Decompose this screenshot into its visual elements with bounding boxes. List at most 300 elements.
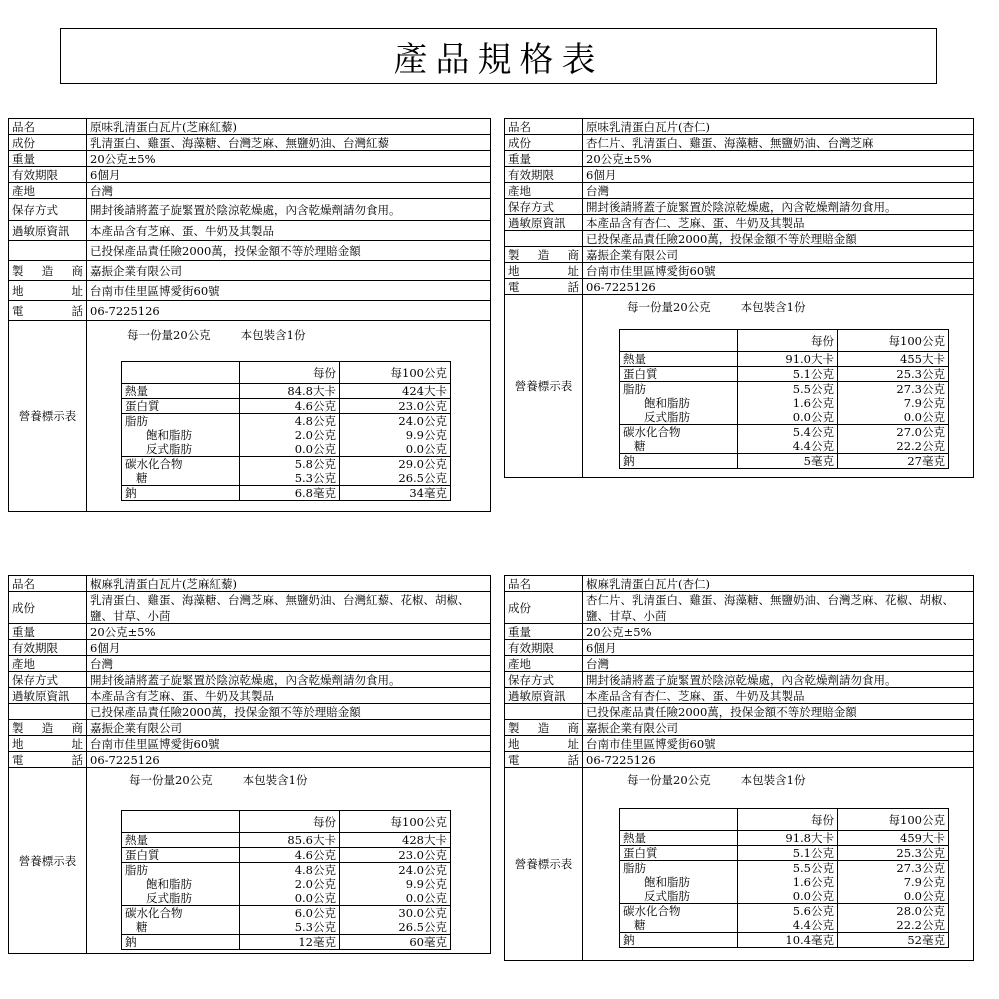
phone-row bbox=[9, 301, 490, 321]
phone-value: 06-7225126 bbox=[90, 752, 160, 767]
nutrition-row-item bbox=[122, 486, 451, 501]
nutrient-per-serving: 5.5公克 bbox=[738, 382, 838, 397]
weight-value: 20公克±5% bbox=[586, 624, 652, 639]
nutrition-row-item bbox=[620, 425, 949, 440]
product-spec-panel bbox=[8, 118, 491, 512]
nutrient-per-100g: 7.9公克 bbox=[838, 875, 949, 889]
address-row bbox=[9, 736, 490, 752]
weight-label: 重量 bbox=[9, 624, 87, 639]
nutrient-name: 鈉 bbox=[122, 486, 240, 501]
allergen-value: 本產品含有杏仁、芝麻、蛋、牛奶及其製品 bbox=[586, 215, 805, 230]
nutrient-header-blank bbox=[620, 809, 738, 831]
nutrition-row-item bbox=[620, 396, 949, 410]
nutrition-label: 營養標示表 bbox=[505, 768, 583, 960]
storage-value: 開封後請將蓋子旋緊置於陰涼乾燥處，內含乾燥劑請勿食用。 bbox=[90, 672, 401, 687]
allergen-row bbox=[9, 688, 490, 704]
storage-row bbox=[505, 672, 973, 688]
nutrition-row bbox=[9, 321, 490, 511]
shelf-label: 有效期限 bbox=[9, 167, 87, 182]
col-per-100g: 每100公克 bbox=[340, 362, 451, 384]
storage-label: 保存方式 bbox=[505, 199, 583, 214]
nutrient-name: 蛋白質 bbox=[620, 846, 738, 861]
serving-size: 每一份量20公克 bbox=[627, 300, 711, 314]
nutrition-area bbox=[583, 295, 973, 477]
storage-label: 保存方式 bbox=[9, 672, 87, 687]
nutrition-area bbox=[87, 768, 490, 953]
nutrient-header-blank bbox=[620, 330, 738, 352]
allergen-value: 本產品含有芝麻、蛋、牛奶及其製品 bbox=[90, 223, 274, 238]
storage-row bbox=[505, 199, 973, 215]
nutrition-label: 營養標示表 bbox=[505, 295, 583, 477]
insurance-row bbox=[9, 704, 490, 720]
product-spec-panel bbox=[8, 575, 491, 954]
nutrient-per-serving: 91.8大卡 bbox=[738, 831, 838, 846]
ingredients-value: 杏仁片、乳清蛋白、雞蛋、海藻糖、無鹽奶油、台灣芝麻、花椒、胡椒、鹽、甘草、小茴 bbox=[586, 592, 954, 623]
nutrient-per-serving: 6.8毫克 bbox=[240, 486, 340, 501]
address-value: 台南市佳里區博愛街60號 bbox=[586, 736, 716, 751]
nutrition-row-item bbox=[122, 877, 451, 891]
blank-label bbox=[505, 231, 583, 246]
nutrient-per-serving: 4.4公克 bbox=[738, 439, 838, 454]
shelf-life-value: 6個月 bbox=[90, 167, 121, 182]
nutrition-row-item bbox=[122, 384, 451, 399]
nutrient-name: 飽和脂肪 bbox=[620, 396, 738, 410]
blank-label bbox=[9, 241, 87, 260]
nutrient-per-100g: 25.3公克 bbox=[838, 367, 949, 382]
servings-per-pack: 本包裝含1份 bbox=[240, 328, 306, 342]
nutrient-per-serving: 5.1公克 bbox=[738, 367, 838, 382]
shelf-label: 有效期限 bbox=[505, 167, 583, 182]
insurance-row bbox=[505, 704, 973, 720]
nutrient-per-100g: 29.0公克 bbox=[340, 457, 451, 472]
ingredients-label: 成份 bbox=[9, 135, 87, 150]
nutrient-name: 反式脂肪 bbox=[122, 891, 240, 906]
weight-value: 20公克±5% bbox=[90, 151, 156, 166]
maker-row bbox=[505, 720, 973, 736]
phone-row bbox=[505, 752, 973, 768]
allergen-label: 過敏原資訊 bbox=[505, 215, 583, 230]
ingredients-row bbox=[9, 592, 490, 624]
nutrient-name: 反式脂肪 bbox=[620, 410, 738, 425]
phone-label: 電 話 bbox=[9, 752, 87, 767]
nutrition-table bbox=[619, 808, 949, 948]
nutrient-per-serving: 4.8公克 bbox=[240, 863, 340, 878]
nutrient-per-100g: 23.0公克 bbox=[340, 399, 451, 414]
maker-value: 嘉振企業有限公司 bbox=[90, 263, 182, 278]
nutrition-row-item bbox=[620, 367, 949, 382]
nutrition-row-item bbox=[620, 352, 949, 367]
origin-row bbox=[505, 656, 973, 672]
address-label: 地 址 bbox=[505, 263, 583, 278]
nutrient-per-100g: 0.0公克 bbox=[340, 891, 451, 906]
nutrition-label: 營養標示表 bbox=[9, 321, 87, 511]
nutrient-per-100g: 9.9公克 bbox=[340, 428, 451, 442]
nutrient-per-serving: 0.0公克 bbox=[240, 891, 340, 906]
nutrient-name: 飽和脂肪 bbox=[122, 428, 240, 442]
origin-row bbox=[9, 183, 490, 199]
nutrition-row bbox=[9, 768, 490, 953]
nutrient-per-serving: 5.3公克 bbox=[240, 920, 340, 935]
nutrient-name: 脂肪 bbox=[620, 861, 738, 876]
phone-value: 06-7225126 bbox=[586, 279, 656, 294]
allergen-value: 本產品含有芝麻、蛋、牛奶及其製品 bbox=[90, 688, 274, 703]
ingredients-label: 成份 bbox=[505, 135, 583, 150]
ingredients-value: 杏仁片、乳清蛋白、雞蛋、海藻糖、無鹽奶油、台灣芝麻 bbox=[586, 135, 874, 150]
nutrient-per-serving: 4.6公克 bbox=[240, 399, 340, 414]
address-value: 台南市佳里區博愛街60號 bbox=[586, 263, 716, 278]
nutrient-per-100g: 27.3公克 bbox=[838, 861, 949, 876]
nutrient-per-serving: 5.4公克 bbox=[738, 425, 838, 440]
phone-value: 06-7225126 bbox=[586, 752, 656, 767]
maker-label: 製 造 商 bbox=[505, 720, 583, 735]
phone-row bbox=[505, 279, 973, 295]
col-per-100g: 每100公克 bbox=[838, 330, 949, 352]
insurance-row bbox=[505, 231, 973, 247]
weight-row bbox=[505, 151, 973, 167]
address-row bbox=[505, 736, 973, 752]
nutrition-header-row bbox=[122, 362, 451, 384]
servings-per-pack: 本包裝含1份 bbox=[242, 773, 308, 787]
nutrition-header-row bbox=[122, 811, 451, 833]
nutrient-per-serving: 4.8公克 bbox=[240, 414, 340, 429]
origin-value: 台灣 bbox=[586, 183, 609, 198]
address-value: 台南市佳里區博愛街60號 bbox=[90, 283, 220, 298]
nutrition-label: 營養標示表 bbox=[9, 768, 87, 953]
nutrient-name: 熱量 bbox=[620, 352, 738, 367]
nutrient-name: 糖 bbox=[620, 439, 738, 454]
nutrient-per-100g: 23.0公克 bbox=[340, 848, 451, 863]
nutrient-per-serving: 4.4公克 bbox=[738, 918, 838, 933]
nutrition-row bbox=[505, 768, 973, 960]
address-value: 台南市佳里區博愛街60號 bbox=[90, 736, 220, 751]
phone-value: 06-7225126 bbox=[90, 303, 160, 318]
weight-label: 重量 bbox=[505, 624, 583, 639]
serving-info bbox=[129, 772, 307, 788]
nutrition-row-item bbox=[620, 889, 949, 904]
nutrient-per-100g: 27毫克 bbox=[838, 454, 949, 469]
nutrient-per-serving: 5.8公克 bbox=[240, 457, 340, 472]
ingredients-label: 成份 bbox=[505, 592, 583, 623]
nutrition-row-item bbox=[620, 454, 949, 469]
shelf-life-row bbox=[505, 167, 973, 183]
nutrition-row-item bbox=[122, 935, 451, 950]
blank-label bbox=[505, 704, 583, 719]
storage-value: 開封後請將蓋子旋緊置於陰涼乾燥處，內含乾燥劑請勿食用。 bbox=[586, 672, 897, 687]
nutrient-per-100g: 424大卡 bbox=[340, 384, 451, 399]
name-label: 品名 bbox=[9, 576, 87, 591]
nutrition-table bbox=[121, 361, 451, 501]
ingredients-value: 乳清蛋白、雞蛋、海藻糖、台灣芝麻、無鹽奶油、台灣紅藜 bbox=[90, 135, 389, 150]
shelf-life-value: 6個月 bbox=[586, 167, 617, 182]
phone-label: 電 話 bbox=[505, 279, 583, 294]
weight-row bbox=[9, 151, 490, 167]
page-title: 產品規格表 bbox=[60, 28, 937, 84]
insurance-value: 已投保產品責任險2000萬，投保金額不等於理賠金額 bbox=[90, 704, 361, 719]
maker-value: 嘉振企業有限公司 bbox=[586, 247, 678, 262]
origin-value: 台灣 bbox=[90, 656, 113, 671]
nutrient-name: 反式脂肪 bbox=[620, 889, 738, 904]
nutrition-row-item bbox=[122, 891, 451, 906]
serving-info bbox=[127, 327, 305, 343]
col-per-100g: 每100公克 bbox=[838, 809, 949, 831]
nutrient-per-serving: 5.5公克 bbox=[738, 861, 838, 876]
maker-value: 嘉振企業有限公司 bbox=[90, 720, 182, 735]
shelf-label: 有效期限 bbox=[9, 640, 87, 655]
nutrient-name: 糖 bbox=[122, 920, 240, 935]
nutrient-per-100g: 27.3公克 bbox=[838, 382, 949, 397]
nutrient-per-serving: 91.0大卡 bbox=[738, 352, 838, 367]
origin-label: 產地 bbox=[505, 183, 583, 198]
nutrition-row-item bbox=[620, 918, 949, 933]
ingredients-row bbox=[505, 592, 973, 624]
nutrient-name: 飽和脂肪 bbox=[620, 875, 738, 889]
maker-row bbox=[505, 247, 973, 263]
nutrition-row-item bbox=[620, 382, 949, 397]
shelf-life-row bbox=[9, 640, 490, 656]
insurance-value: 已投保產品責任險2000萬，投保金額不等於理賠金額 bbox=[586, 704, 857, 719]
nutrition-area bbox=[583, 768, 973, 960]
nutrient-name: 糖 bbox=[122, 471, 240, 486]
allergen-label: 過敏原資訊 bbox=[505, 688, 583, 703]
nutrient-per-serving: 2.0公克 bbox=[240, 877, 340, 891]
nutrient-name: 糖 bbox=[620, 918, 738, 933]
weight-row bbox=[9, 624, 490, 640]
nutrient-per-serving: 0.0公克 bbox=[240, 442, 340, 457]
origin-row bbox=[505, 183, 973, 199]
nutrient-per-100g: 455大卡 bbox=[838, 352, 949, 367]
name-value: 椒麻乳清蛋白瓦片(杏仁) bbox=[586, 576, 710, 591]
nutrient-per-100g: 24.0公克 bbox=[340, 414, 451, 429]
weight-label: 重量 bbox=[9, 151, 87, 166]
insurance-value: 已投保產品責任險2000萬，投保金額不等於理賠金額 bbox=[586, 231, 857, 246]
nutrient-per-serving: 1.6公克 bbox=[738, 875, 838, 889]
serving-size: 每一份量20公克 bbox=[627, 773, 711, 787]
name-value: 椒麻乳清蛋白瓦片(芝麻紅藜) bbox=[90, 576, 237, 591]
nutrient-name: 碳水化合物 bbox=[620, 425, 738, 440]
maker-label: 製 造 商 bbox=[9, 261, 87, 280]
servings-per-pack: 本包裝含1份 bbox=[740, 300, 806, 314]
nutrient-per-100g: 60毫克 bbox=[340, 935, 451, 950]
nutrition-header-row bbox=[620, 330, 949, 352]
origin-value: 台灣 bbox=[586, 656, 609, 671]
storage-value: 開封後請將蓋子旋緊置於陰涼乾燥處，內含乾燥劑請勿食用。 bbox=[90, 202, 401, 217]
serving-size: 每一份量20公克 bbox=[127, 328, 211, 342]
allergen-label: 過敏原資訊 bbox=[9, 221, 87, 240]
maker-label: 製 造 商 bbox=[9, 720, 87, 735]
nutrition-row-item bbox=[122, 906, 451, 921]
nutrient-name: 鈉 bbox=[620, 454, 738, 469]
nutrient-per-serving: 2.0公克 bbox=[240, 428, 340, 442]
nutrient-per-serving: 0.0公克 bbox=[738, 410, 838, 425]
nutrient-per-100g: 0.0公克 bbox=[838, 410, 949, 425]
nutrient-per-100g: 7.9公克 bbox=[838, 396, 949, 410]
storage-row bbox=[9, 672, 490, 688]
weight-value: 20公克±5% bbox=[90, 624, 156, 639]
maker-row bbox=[9, 720, 490, 736]
weight-value: 20公克±5% bbox=[586, 151, 652, 166]
nutrient-per-serving: 84.8大卡 bbox=[240, 384, 340, 399]
nutrition-row-item bbox=[122, 414, 451, 429]
nutrition-table bbox=[619, 329, 949, 469]
address-label: 地 址 bbox=[505, 736, 583, 751]
storage-label: 保存方式 bbox=[9, 199, 87, 220]
address-label: 地 址 bbox=[9, 736, 87, 751]
nutrient-per-serving: 5.3公克 bbox=[240, 471, 340, 486]
nutrient-per-serving: 12毫克 bbox=[240, 935, 340, 950]
nutrient-header-blank bbox=[122, 362, 240, 384]
nutrient-name: 脂肪 bbox=[122, 863, 240, 878]
nutrient-name: 碳水化合物 bbox=[122, 457, 240, 472]
serving-info bbox=[627, 299, 805, 315]
nutrition-row-item bbox=[620, 861, 949, 876]
nutrition-row-item bbox=[620, 875, 949, 889]
storage-value: 開封後請將蓋子旋緊置於陰涼乾燥處，內含乾燥劑請勿食用。 bbox=[586, 199, 897, 214]
nutrient-per-100g: 25.3公克 bbox=[838, 846, 949, 861]
name-row bbox=[9, 119, 490, 135]
nutrition-row-item bbox=[620, 439, 949, 454]
origin-label: 產地 bbox=[9, 183, 87, 198]
nutrient-per-serving: 5.1公克 bbox=[738, 846, 838, 861]
nutrient-header-blank bbox=[122, 811, 240, 833]
nutrient-per-serving: 85.6大卡 bbox=[240, 833, 340, 848]
shelf-life-value: 6個月 bbox=[90, 640, 121, 655]
name-row bbox=[505, 576, 973, 592]
ingredients-label: 成份 bbox=[9, 592, 87, 623]
allergen-value: 本產品含有杏仁、芝麻、蛋、牛奶及其製品 bbox=[586, 688, 805, 703]
nutrient-per-100g: 52毫克 bbox=[838, 933, 949, 948]
nutrient-per-100g: 27.0公克 bbox=[838, 425, 949, 440]
servings-per-pack: 本包裝含1份 bbox=[740, 773, 806, 787]
nutrient-per-serving: 10.4毫克 bbox=[738, 933, 838, 948]
storage-label: 保存方式 bbox=[505, 672, 583, 687]
nutrition-row-item bbox=[122, 399, 451, 414]
nutrient-name: 熱量 bbox=[620, 831, 738, 846]
nutrition-row bbox=[505, 295, 973, 477]
nutrient-name: 熱量 bbox=[122, 833, 240, 848]
nutrient-per-serving: 4.6公克 bbox=[240, 848, 340, 863]
weight-label: 重量 bbox=[505, 151, 583, 166]
insurance-row bbox=[9, 241, 490, 261]
nutrition-row-item bbox=[620, 904, 949, 919]
allergen-row bbox=[9, 221, 490, 241]
nutrient-per-100g: 22.2公克 bbox=[838, 439, 949, 454]
name-label: 品名 bbox=[505, 119, 583, 134]
nutrition-row-item bbox=[122, 848, 451, 863]
name-row bbox=[505, 119, 973, 135]
ingredients-row bbox=[505, 135, 973, 151]
nutrient-name: 脂肪 bbox=[122, 414, 240, 429]
storage-row bbox=[9, 199, 490, 221]
nutrient-per-100g: 26.5公克 bbox=[340, 471, 451, 486]
nutrient-name: 蛋白質 bbox=[620, 367, 738, 382]
nutrient-name: 熱量 bbox=[122, 384, 240, 399]
origin-label: 產地 bbox=[505, 656, 583, 671]
shelf-label: 有效期限 bbox=[505, 640, 583, 655]
nutrient-name: 鈉 bbox=[122, 935, 240, 950]
col-per-serving: 每份 bbox=[738, 330, 838, 352]
address-row bbox=[9, 281, 490, 301]
ingredients-value: 乳清蛋白、雞蛋、海藻糖、台灣芝麻、無鹽奶油、台灣紅藜、花椒、胡椒、鹽、甘草、小茴 bbox=[90, 592, 470, 623]
shelf-life-row bbox=[9, 167, 490, 183]
nutrient-per-100g: 9.9公克 bbox=[340, 877, 451, 891]
nutrient-name: 鈉 bbox=[620, 933, 738, 948]
nutrient-per-serving: 6.0公克 bbox=[240, 906, 340, 921]
address-label: 地 址 bbox=[9, 281, 87, 300]
nutrition-row-item bbox=[620, 410, 949, 425]
name-value: 原味乳清蛋白瓦片(杏仁) bbox=[586, 119, 710, 134]
nutrient-name: 碳水化合物 bbox=[620, 904, 738, 919]
nutrient-per-100g: 26.5公克 bbox=[340, 920, 451, 935]
col-per-serving: 每份 bbox=[240, 362, 340, 384]
name-label: 品名 bbox=[505, 576, 583, 591]
shelf-life-value: 6個月 bbox=[586, 640, 617, 655]
blank-label bbox=[9, 704, 87, 719]
allergen-label: 過敏原資訊 bbox=[9, 688, 87, 703]
nutrient-name: 蛋白質 bbox=[122, 848, 240, 863]
col-per-serving: 每份 bbox=[738, 809, 838, 831]
origin-label: 產地 bbox=[9, 656, 87, 671]
col-per-100g: 每100公克 bbox=[340, 811, 451, 833]
allergen-row bbox=[505, 215, 973, 231]
nutrition-row-item bbox=[620, 933, 949, 948]
nutrition-row-item bbox=[620, 846, 949, 861]
nutrient-name: 飽和脂肪 bbox=[122, 877, 240, 891]
nutrient-name: 脂肪 bbox=[620, 382, 738, 397]
serving-size: 每一份量20公克 bbox=[129, 773, 213, 787]
nutrition-row-item bbox=[122, 863, 451, 878]
serving-info bbox=[627, 772, 805, 788]
nutrition-row-item bbox=[122, 471, 451, 486]
nutrient-name: 蛋白質 bbox=[122, 399, 240, 414]
nutrition-area bbox=[87, 321, 490, 511]
address-row bbox=[505, 263, 973, 279]
nutrition-row-item bbox=[122, 442, 451, 457]
maker-value: 嘉振企業有限公司 bbox=[586, 720, 678, 735]
phone-label: 電 話 bbox=[9, 301, 87, 320]
maker-label: 製 造 商 bbox=[505, 247, 583, 262]
nutrient-per-serving: 0.0公克 bbox=[738, 889, 838, 904]
nutrient-per-serving: 5.6公克 bbox=[738, 904, 838, 919]
nutrient-per-100g: 22.2公克 bbox=[838, 918, 949, 933]
ingredients-row bbox=[9, 135, 490, 151]
shelf-life-row bbox=[505, 640, 973, 656]
weight-row bbox=[505, 624, 973, 640]
nutrition-header-row bbox=[620, 809, 949, 831]
name-row bbox=[9, 576, 490, 592]
col-per-serving: 每份 bbox=[240, 811, 340, 833]
nutrition-row-item bbox=[122, 920, 451, 935]
allergen-row bbox=[505, 688, 973, 704]
nutrient-per-100g: 34毫克 bbox=[340, 486, 451, 501]
product-spec-panel bbox=[504, 575, 974, 961]
nutrient-per-100g: 459大卡 bbox=[838, 831, 949, 846]
nutrient-per-100g: 24.0公克 bbox=[340, 863, 451, 878]
insurance-value: 已投保產品責任險2000萬，投保金額不等於理賠金額 bbox=[90, 243, 361, 258]
name-label: 品名 bbox=[9, 119, 87, 134]
nutrient-name: 碳水化合物 bbox=[122, 906, 240, 921]
nutrition-row-item bbox=[122, 428, 451, 442]
nutrition-row-item bbox=[122, 457, 451, 472]
nutrition-table bbox=[121, 810, 451, 950]
origin-value: 台灣 bbox=[90, 183, 113, 198]
maker-row bbox=[9, 261, 490, 281]
nutrient-name: 反式脂肪 bbox=[122, 442, 240, 457]
phone-row bbox=[9, 752, 490, 768]
nutrient-per-serving: 1.6公克 bbox=[738, 396, 838, 410]
origin-row bbox=[9, 656, 490, 672]
nutrient-per-100g: 28.0公克 bbox=[838, 904, 949, 919]
name-value: 原味乳清蛋白瓦片(芝麻紅藜) bbox=[90, 119, 237, 134]
